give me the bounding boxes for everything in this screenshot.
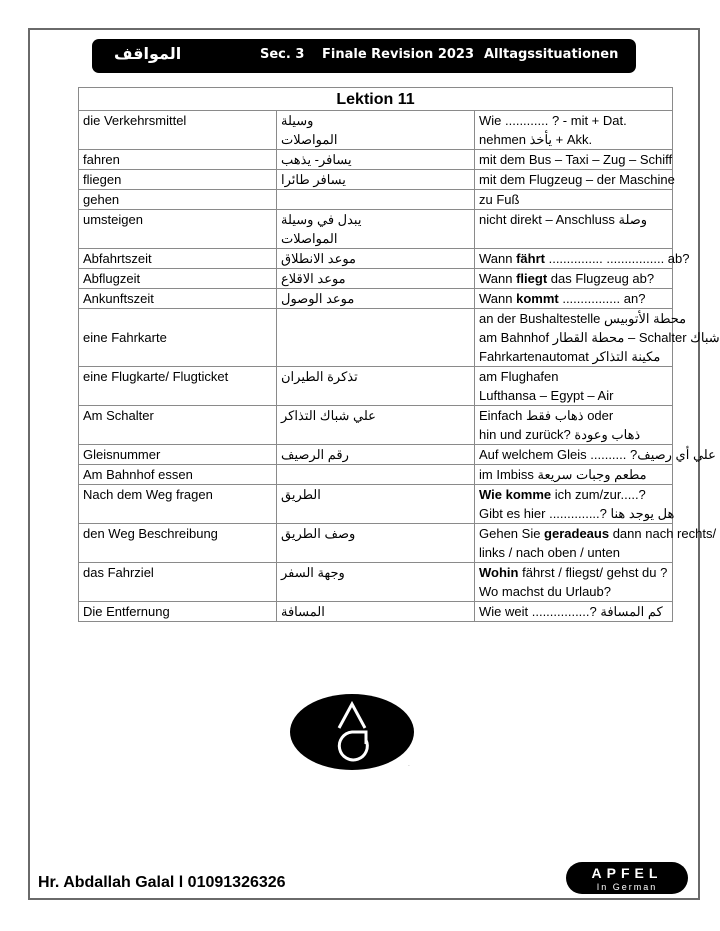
cell-line: Abfahrtszeit	[83, 251, 152, 266]
table-row	[79, 465, 673, 485]
cell-line: Wann fährt ............... ................ ab?	[479, 251, 690, 266]
brand-arabic: المواقف	[114, 44, 182, 63]
german-term	[79, 150, 277, 170]
arabic-meaning	[277, 289, 475, 309]
cell-line: die Verkehrsmittel	[83, 113, 187, 128]
cell-line: fahren	[83, 152, 120, 167]
usage-example	[475, 602, 673, 622]
cell-line: mit dem Flugzeug – der Maschine	[479, 172, 675, 187]
arabic-meaning	[277, 269, 475, 289]
german-term	[79, 289, 277, 309]
cell-line: Wie komme ich zum/zur.....?	[479, 487, 646, 502]
german-term	[79, 249, 277, 269]
cell-line: nehmen يأخذ + Akk.	[479, 132, 593, 147]
arabic-meaning	[277, 367, 475, 406]
table-title: Lektion 11	[79, 88, 673, 111]
cell-line: موعد الاقلاع	[281, 271, 346, 286]
ag-logo-mark	[290, 694, 414, 770]
arabic-meaning	[277, 406, 475, 445]
german-term	[79, 210, 277, 249]
german-term	[79, 602, 277, 622]
arabic-meaning	[277, 309, 475, 367]
vocab-table	[78, 87, 720, 622]
usage-example	[475, 111, 673, 150]
cell-line: Lufthansa – Egypt – Air	[479, 388, 614, 403]
german-term	[79, 445, 277, 465]
cell-line: Wann fliegt das Flugzeug ab?	[479, 271, 655, 286]
cell-line: Wie ............ ? - mit + Dat.	[479, 113, 627, 128]
cell-line: المواصلات	[281, 132, 338, 147]
table-row	[79, 210, 673, 249]
cell-line: Ankunftszeit	[83, 291, 154, 306]
usage-example	[475, 249, 690, 269]
cell-line: وسيلة	[281, 113, 314, 128]
usage-example	[475, 524, 717, 563]
cell-line: Fahrkartenautomat مكينة التذاكر	[479, 349, 661, 364]
apfel-logo	[566, 862, 688, 894]
german-term	[79, 563, 277, 602]
cell-line: im Imbiss مطعم وجبات سريعة	[479, 467, 647, 482]
usage-example	[475, 465, 673, 485]
arabic-meaning	[277, 170, 475, 190]
header-bar	[92, 39, 636, 73]
cell-line: المسافة	[281, 604, 325, 619]
table-row	[79, 190, 673, 210]
cell-line: Wann kommt ................ an?	[479, 291, 646, 306]
cell-line: Auf welchem Gleis .......... ?علي أي رصيف	[479, 447, 716, 462]
usage-example	[475, 445, 716, 465]
cell-line: Am Schalter	[83, 408, 154, 423]
cell-line: يسافر طائرا	[281, 172, 346, 187]
ag-logo	[290, 694, 414, 770]
table-row	[79, 249, 673, 269]
usage-example	[475, 190, 673, 210]
usage-example	[475, 485, 673, 524]
cell-line: an der Bushaltestelle محطة الأتوبيس	[479, 311, 687, 326]
cell-line: موعد الوصول	[281, 291, 355, 306]
usage-example	[475, 269, 673, 289]
cell-line: علي شباك التذاكر	[281, 408, 376, 423]
table-row	[79, 309, 673, 367]
arabic-meaning	[277, 485, 475, 524]
table-row	[79, 111, 673, 150]
cell-line: gehen	[83, 192, 120, 207]
usage-example	[475, 289, 673, 309]
table-row	[79, 150, 673, 170]
german-term	[79, 309, 277, 367]
cell-line: das Fahrziel	[83, 565, 154, 580]
arabic-meaning	[277, 445, 475, 465]
revision-label: Finale Revision 2023	[322, 47, 475, 62]
cell-line: fliegen	[83, 172, 122, 187]
cell-line: Abflugzeit	[83, 271, 141, 286]
cell-line: وصف الطريق	[281, 526, 356, 541]
cell-line: يسافر- يذهب	[281, 152, 352, 167]
arabic-meaning	[277, 210, 475, 249]
cell-line: Nach dem Weg fragen	[83, 487, 213, 502]
cell-line: eine Fahrkarte	[83, 330, 167, 345]
table-row	[79, 602, 673, 622]
cell-line: umsteigen	[83, 212, 143, 227]
arabic-meaning	[277, 150, 475, 170]
cell-line: Die Entfernung	[83, 604, 170, 619]
cell-line: موعد الانطلاق	[281, 251, 357, 266]
cell-line: Gleisnummer	[83, 447, 161, 462]
cell-line: Am Bahnhof essen	[83, 467, 193, 482]
cell-line: يبدل في وسيلة	[281, 212, 362, 227]
german-term	[79, 367, 277, 406]
table-row	[79, 524, 673, 563]
german-term	[79, 111, 277, 150]
cell-line: am Flughafen	[479, 369, 559, 384]
table-row	[79, 485, 673, 524]
cell-line: Wie weit ................? كم المسافة	[479, 604, 663, 619]
table-row	[79, 445, 673, 465]
table-row	[79, 563, 673, 602]
cell-line: الطريق	[281, 487, 321, 502]
cell-line: am Bahnhof محطة القطار – Schalter شباك	[479, 330, 720, 345]
cell-line: eine Flugkarte/ Flugticket	[83, 369, 229, 384]
german-term	[79, 190, 277, 210]
arabic-meaning	[277, 465, 475, 485]
cell-line: رقم الرصيف	[281, 447, 349, 462]
arabic-meaning	[277, 190, 475, 210]
cell-line: Gehen Sie geradeaus dann nach rechts/	[479, 526, 717, 541]
german-term	[79, 465, 277, 485]
usage-example	[475, 563, 673, 602]
table-row	[79, 367, 673, 406]
german-term	[79, 485, 277, 524]
author-signature: Hr. Abdallah Galal l 01091326326	[38, 874, 286, 891]
usage-example	[475, 367, 673, 406]
cell-line: تذكرة الطيران	[281, 369, 358, 384]
cell-line: hin und zurück? ذهاب وعودة	[479, 427, 641, 442]
arabic-meaning	[277, 563, 475, 602]
cell-line: Einfach ذهاب فقط oder	[479, 408, 614, 423]
cell-line: mit dem Bus – Taxi – Zug – Schiff	[479, 152, 673, 167]
arabic-meaning	[277, 111, 475, 150]
table-row	[79, 289, 673, 309]
arabic-meaning	[277, 602, 475, 622]
table-row	[79, 269, 673, 289]
german-term	[79, 524, 277, 563]
cell-line: zu Fuß	[479, 192, 520, 207]
usage-example	[475, 170, 673, 190]
german-term	[79, 170, 277, 190]
cell-line: links / nach oben / unten	[479, 545, 620, 560]
table-row	[79, 170, 673, 190]
cell-line: المواصلات	[281, 231, 338, 246]
cell-line: den Weg Beschreibung	[83, 526, 218, 541]
topic-label: Alltagssituationen	[484, 47, 619, 62]
usage-example	[475, 406, 673, 445]
cell-line: Wo machst du Urlaub?	[479, 584, 611, 599]
cell-line: وجهة السفر	[281, 565, 345, 580]
table-row	[79, 406, 673, 445]
german-term	[79, 406, 277, 445]
cell-line: Gibt es hier ..............? هل يوجد هنا	[479, 506, 675, 521]
cell-line: nicht direkt – Anschluss وصلة	[479, 212, 648, 227]
german-term	[79, 269, 277, 289]
section-label: Sec. 3	[260, 47, 305, 62]
usage-example	[475, 150, 673, 170]
cell-line: Wohin fährst / fliegst/ gehst du ?	[479, 565, 668, 580]
apfel-title: APFEL	[591, 865, 663, 881]
arabic-meaning	[277, 249, 475, 269]
ag-logo-letters: AG	[408, 766, 410, 767]
usage-example	[475, 309, 720, 367]
arabic-meaning	[277, 524, 475, 563]
apfel-subtitle: In German	[596, 882, 658, 892]
usage-example	[475, 210, 673, 249]
